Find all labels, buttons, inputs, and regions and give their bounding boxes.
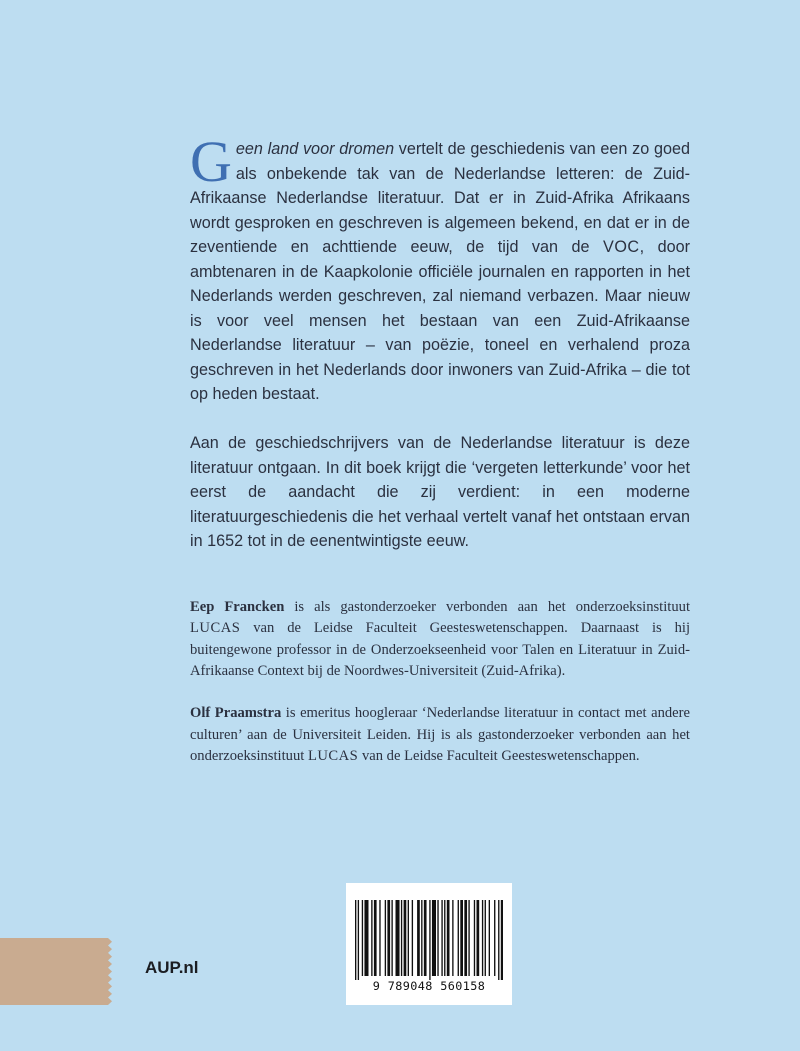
barcode-bar bbox=[424, 900, 427, 976]
barcode-bar bbox=[468, 900, 469, 976]
barcode-bar bbox=[396, 900, 400, 976]
barcode-bar bbox=[417, 900, 420, 976]
barcode-bar bbox=[489, 900, 490, 976]
author-2-name: Olf Praamstra bbox=[190, 705, 282, 722]
author-1-text-b: van de Leidse Faculteit Geesteswetenschappen. Daarnaast is hij buitengewone professor in de Onderzoekseenheid voor Talen en Literatuur in Zuid-Afrikaanse Context bij de Noordwes-Universiteit (Zuid-Afrika). bbox=[190, 620, 690, 679]
barcode-bar bbox=[437, 900, 438, 976]
barcode-bar bbox=[432, 900, 436, 976]
barcode-bar bbox=[355, 900, 356, 980]
author-1-text-a: is als gastonderzoeker verbonden aan het onderzoeksinstituut bbox=[284, 599, 690, 615]
barcode-bar bbox=[391, 900, 392, 976]
barcode-bar bbox=[494, 900, 495, 976]
author-2-text-a: is emeritus hoogleraar ‘Nederlandse literatuur in contact met andere culturen’ aan de Universiteit Leiden. Hij is als gastonderzoeker verbonden aan het onderzoeksinstituut bbox=[190, 705, 690, 765]
barcode-bar bbox=[385, 900, 386, 976]
barcode-bar bbox=[441, 900, 442, 976]
barcode-bar bbox=[498, 900, 499, 980]
barcode-box bbox=[346, 883, 512, 1005]
barcode-bar bbox=[501, 900, 503, 980]
publisher-website[interactable]: AUP.nl bbox=[145, 958, 199, 977]
author-2-text-b: van de Leidse Faculteit Geesteswetenschappen. bbox=[358, 748, 640, 765]
author-1-name: Eep Francken bbox=[190, 599, 285, 615]
blurb-paragraph-1 bbox=[190, 129, 690, 407]
barcode-bar bbox=[358, 900, 359, 980]
barcode-bar bbox=[482, 900, 483, 976]
isbn-number: 9 789048 560158 bbox=[372, 979, 486, 993]
barcode-bar bbox=[408, 900, 409, 976]
barcode-bar bbox=[477, 900, 480, 976]
barcode-bar bbox=[429, 900, 430, 980]
barcode-bar bbox=[404, 900, 407, 976]
barcode-bar bbox=[371, 900, 372, 976]
lucas-abbreviation-2: LUCAS bbox=[307, 748, 359, 765]
barcode-bar bbox=[374, 900, 377, 976]
barcode-icon bbox=[355, 900, 503, 980]
barcode-bar bbox=[444, 900, 445, 976]
barcode-bar bbox=[474, 900, 475, 976]
barcode-bar bbox=[460, 900, 463, 976]
barcode-bar bbox=[364, 900, 368, 976]
book-title-italic: een land voor dromen bbox=[235, 140, 395, 158]
barcode-bar bbox=[485, 900, 486, 976]
author-bios bbox=[190, 597, 690, 767]
barcode-bar bbox=[452, 900, 453, 976]
blurb-paragraph-2: Aan de geschiedschrijvers van de Nederlandse literatuur is deze literatuur ontgaan. In dit boek krijgt die ‘vergeten letterkunde’ voor het eerst de aandacht die zij verdient: in een moderne literatuurgeschiedenis die het verhaal vertelt vanaf het ontstaan ervan in 1652 tot in de eenentwintigste eeuw. bbox=[190, 434, 690, 550]
bio-author-2 bbox=[190, 703, 690, 767]
voc-abbreviation: VOC bbox=[603, 238, 640, 256]
barcode-bar bbox=[464, 900, 467, 976]
dropcap-letter: G bbox=[190, 129, 232, 194]
blurb-p1-part-a: vertelt de geschiedenis van een zo goed als onbekende tak van de Nederlandse letteren: de Zuid-Afrikaanse Nederlandse literatuur. Dat er in Zuid-Afrika Afrikaans wordt gesproken en geschreven is algemeen bekend, en dat er in de zeventiende en achttiende eeuw, de tijd van de bbox=[190, 140, 690, 256]
blurb-text bbox=[190, 129, 690, 554]
barcode-bar bbox=[447, 900, 450, 976]
lucas-abbreviation-1: LUCAS bbox=[190, 620, 241, 637]
barcode-bar bbox=[458, 900, 459, 976]
barcode-bar bbox=[412, 900, 413, 976]
publisher-tab-shape bbox=[0, 938, 112, 1005]
barcode-bar bbox=[387, 900, 390, 976]
barcode-bar bbox=[362, 900, 363, 976]
bio-author-1 bbox=[190, 597, 690, 682]
blurb-p1-part-b: , door ambtenaren in de Kaapkolonie officiële journalen en rapporten in het Nederlands werden geschreven, zal niemand verbazen. Maar nieuw is voor veel mensen het bestaan van een Zuid-Afrikaanse Nederlandse literatuur – van poëzie, toneel en verhalend proza geschreven in het Nederlands door inwoners van Zuid-Afrika – die tot op heden bestaat. bbox=[190, 238, 690, 403]
barcode-bar bbox=[421, 900, 422, 976]
barcode-bar bbox=[379, 900, 380, 976]
barcode-bar bbox=[401, 900, 402, 976]
